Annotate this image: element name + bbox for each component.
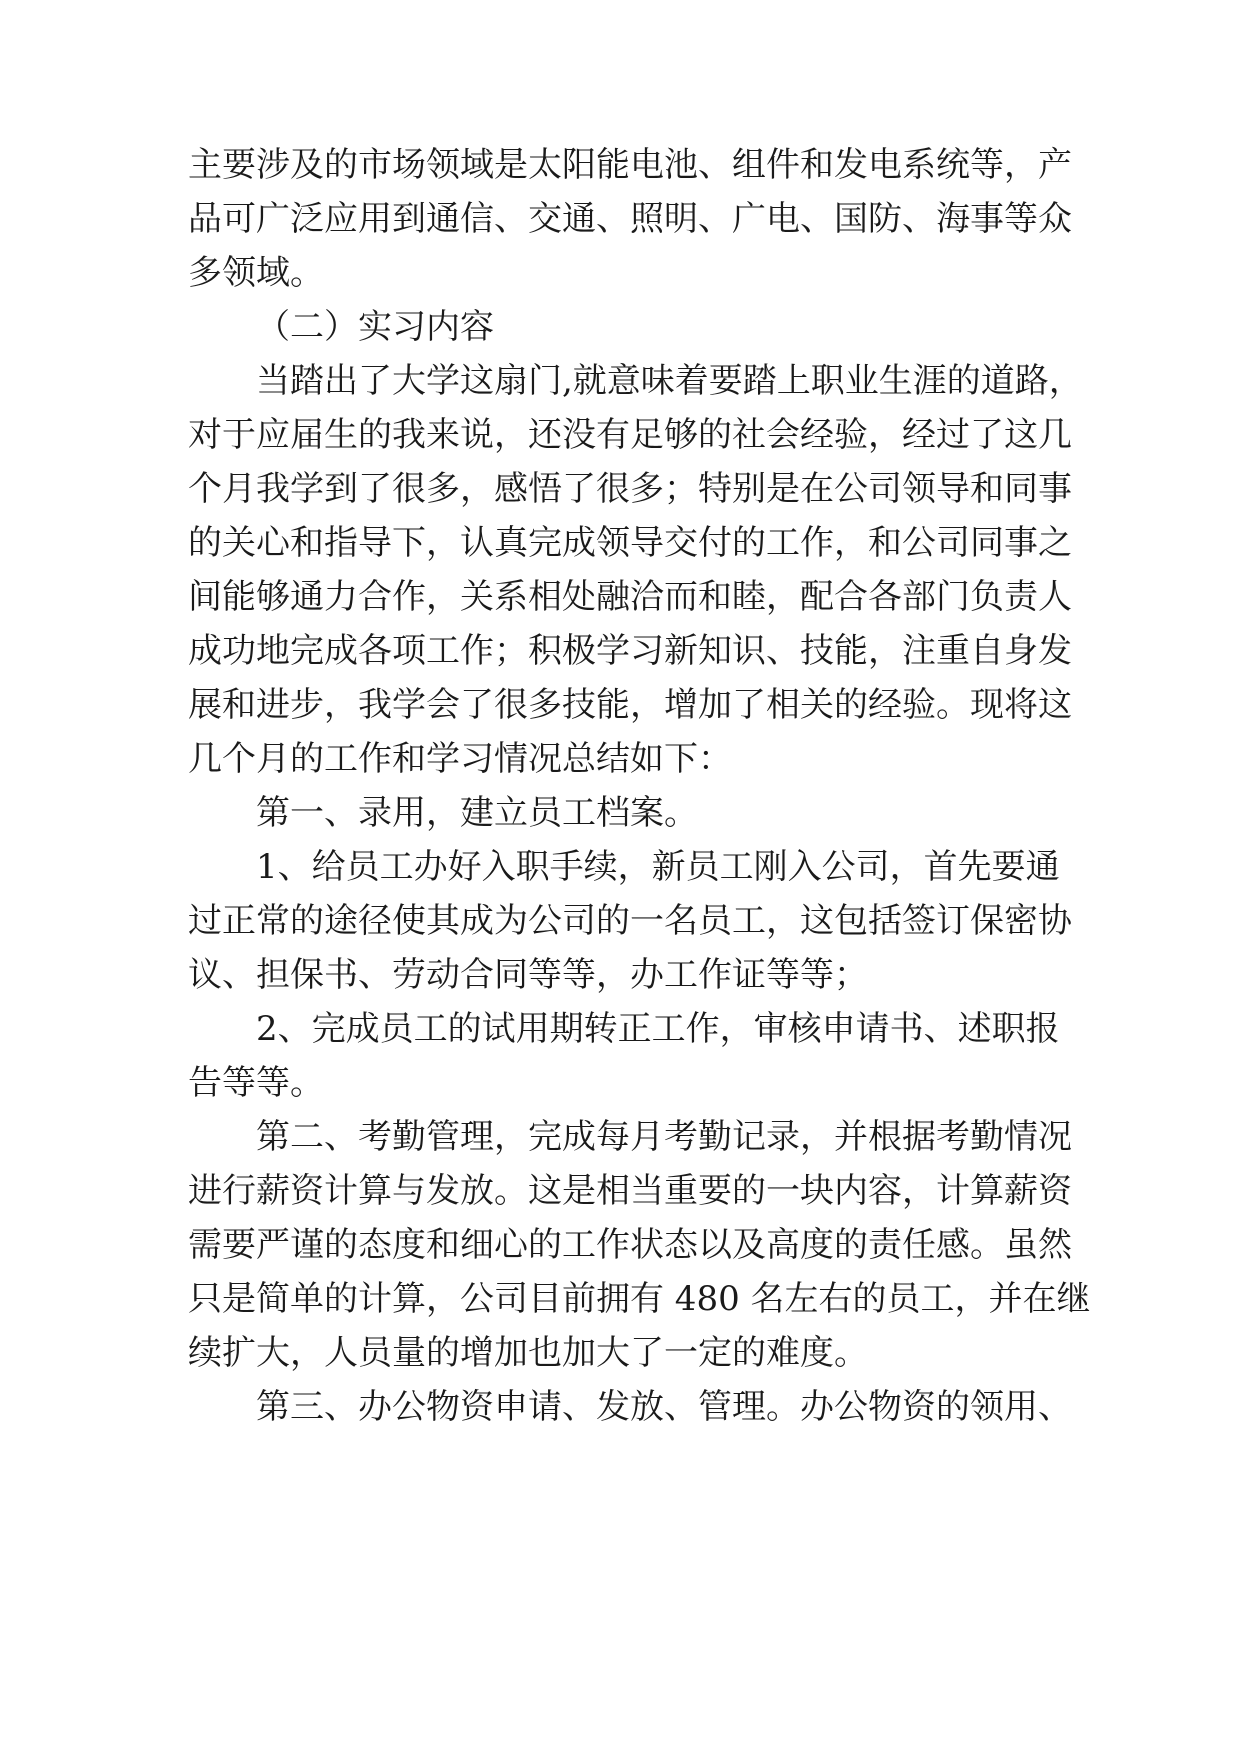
- body-text-line: 第一、录用，建立员工档案。: [256, 793, 698, 833]
- body-text-line: 多领域。: [188, 253, 324, 293]
- body-text-line: 几个月的工作和学习情况总结如下：: [188, 739, 732, 779]
- body-text-line: 议、担保书、劳动合同等等，办工作证等等；: [188, 955, 868, 995]
- body-text-line: 展和进步，我学会了很多技能，增加了相关的经验。现将这: [188, 685, 1072, 725]
- body-text-line: 个月我学到了很多，感悟了很多；特别是在公司领导和同事: [188, 469, 1072, 509]
- body-text-line: 品可广泛应用到通信、交通、照明、广电、国防、海事等众: [188, 199, 1072, 239]
- body-text-line: 2、完成员工的试用期转正工作，审核申请书、述职报: [256, 1009, 1060, 1049]
- section-heading: （二）实习内容: [256, 307, 494, 347]
- body-text-line: 进行薪资计算与发放。这是相当重要的一块内容，计算薪资: [188, 1171, 1072, 1211]
- body-text-line: 需要严谨的态度和细心的工作状态以及高度的责任感。虽然: [188, 1225, 1072, 1265]
- body-text-line: 1、给员工办好入职手续，新员工刚入公司，首先要通: [256, 847, 1060, 887]
- body-text-line: 的关心和指导下，认真完成领导交付的工作，和公司同事之: [188, 523, 1072, 563]
- body-text-line: 对于应届生的我来说，还没有足够的社会经验，经过了这几: [188, 415, 1072, 455]
- body-text-line: 第三、办公物资申请、发放、管理。办公物资的领用、: [256, 1387, 1072, 1427]
- body-text-line: 告等等。: [188, 1063, 324, 1103]
- body-text-line: 间能够通力合作，关系相处融洽而和睦，配合各部门负责人: [188, 577, 1072, 617]
- body-text-line: 主要涉及的市场领域是太阳能电池、组件和发电系统等，产: [188, 145, 1072, 185]
- body-text-line: 续扩大，人员量的增加也加大了一定的难度。: [188, 1333, 868, 1373]
- body-text-line: 成功地完成各项工作；积极学习新知识、技能，注重自身发: [188, 631, 1072, 671]
- body-text-line: 过正常的途径使其成为公司的一名员工，这包括签订保密协: [188, 901, 1072, 941]
- body-text-line: 第二、考勤管理，完成每月考勤记录，并根据考勤情况: [256, 1117, 1072, 1157]
- body-text-line: 只是简单的计算，公司目前拥有 480 名左右的员工，并在继: [188, 1279, 1091, 1319]
- body-text-line: 当踏出了大学这扇门,就意味着要踏上职业生涯的道路，: [256, 361, 1083, 401]
